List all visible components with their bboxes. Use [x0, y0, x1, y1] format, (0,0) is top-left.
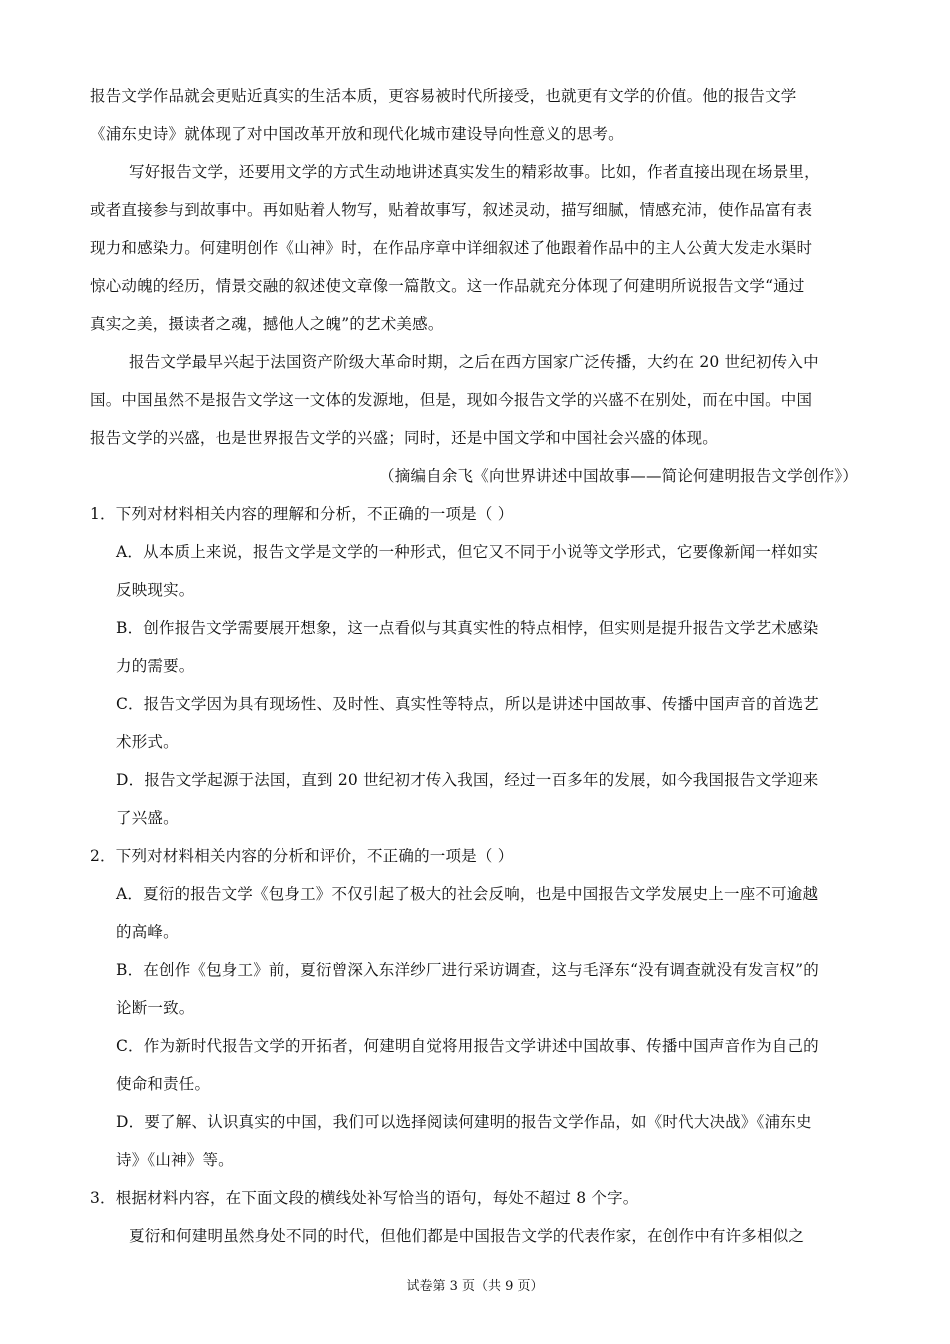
passage-line: 《浦东史诗》就体现了对中国改革开放和现代化城市建设导向性意义的思考。 [90, 125, 624, 143]
passage-line: 国。中国虽然不是报告文学这一文体的发源地，但是，现如今报告文学的兴盛不在别处，而在中国。中国 [90, 391, 813, 409]
q2-option-c: C．作为新时代报告文学的开拓者，何建明自觉将用报告文学讲述中国故事、传播中国声音作为自己的 [116, 1037, 819, 1055]
q2-option-a: A．夏衍的报告文学《包身工》不仅引起了极大的社会反响，也是中国报告文学发展史上一座不可逾越 [116, 885, 819, 903]
passage-line: 报告文学作品就会更贴近真实的生活本质，更容易被时代所接受，也就更有文学的价值。他的报告文学 [90, 87, 797, 105]
passage-line: 写好报告文学，还要用文学的方式生动地讲述真实发生的精彩故事。比如，作者直接出现在场景里， [129, 163, 820, 181]
question-1-stem: 1．下列对材料相关内容的理解和分析，不正确的一项是（ ） [90, 505, 514, 523]
source-citation: （摘编自余飞《向世界讲述中国故事——简论何建明报告文学创作》） [379, 467, 858, 485]
q1-option-b-cont: 力的需要。 [116, 657, 195, 675]
q1-option-c: C．报告文学因为具有现场性、及时性、真实性等特点，所以是讲述中国故事、传播中国声音的首选艺 [116, 695, 819, 713]
passage-line: 惊心动魄的经历，情景交融的叙述使文章像一篇散文。这一作品就充分体现了何建明所说报告文学“通过 [90, 277, 805, 295]
q1-option-a: A．从本质上来说，报告文学是文学的一种形式，但它又不同于小说等文学形式，它要像新闻一样如实 [116, 543, 819, 561]
q1-option-c-cont: 术形式。 [116, 733, 179, 751]
q2-option-b: B．在创作《包身工》前，夏衍曾深入东洋纱厂进行采访调查，这与毛泽东“没有调查就没有发言权”的 [116, 961, 819, 979]
q2-option-d-cont: 诗》《山神》等。 [116, 1151, 234, 1169]
q3-paragraph: 夏衍和何建明虽然身处不同的时代，但他们都是中国报告文学的代表作家，在创作中有许多相似之 [129, 1227, 805, 1245]
passage-line: 现力和感染力。何建明创作《山神》时，在作品序章中详细叙述了他跟着作品中的主人公黄大发走水渠时 [90, 239, 813, 257]
passage-line: 报告文学的兴盛，也是世界报告文学的兴盛；同时，还是中国文学和中国社会兴盛的体现。 [90, 429, 719, 447]
question-2-stem: 2．下列对材料相关内容的分析和评价，不正确的一项是（ ） [90, 847, 514, 865]
q2-option-d: D．要了解、认识真实的中国，我们可以选择阅读何建明的报告文学作品，如《时代大决战》《浦东史 [116, 1113, 812, 1131]
q2-option-b-cont: 论断一致。 [116, 999, 195, 1017]
q1-option-b: B．创作报告文学需要展开想象，这一点看似与其真实性的特点相悖，但实则是提升报告文学艺术感染 [116, 619, 819, 637]
passage-line: 或者直接参与到故事中。再如贴着人物写，贴着故事写，叙述灵动，描写细腻，情感充沛，使作品富有表 [90, 201, 813, 219]
passage-line: 报告文学最早兴起于法国资产阶级大革命时期，之后在西方国家广泛传播，大约在 20 世纪初传入中 [129, 353, 819, 371]
question-3-stem: 3．根据材料内容，在下面文段的横线处补写恰当的语句，每处不超过 8 个字。 [90, 1189, 639, 1207]
q2-option-c-cont: 使命和责任。 [116, 1075, 211, 1093]
q2-option-a-cont: 的高峰。 [116, 923, 179, 941]
passage-line: 真实之美，摄读者之魂，撼他人之魄”的艺术美感。 [90, 315, 444, 333]
page-footer: 试卷第 3 页（共 9 页） [406, 1279, 544, 1294]
q1-option-a-cont: 反映现实。 [116, 581, 195, 599]
q1-option-d: D．报告文学起源于法国，直到 20 世纪初才传入我国，经过一百多年的发展，如今我国报告文学迎来 [116, 771, 819, 789]
q1-option-d-cont: 了兴盛。 [116, 809, 179, 827]
